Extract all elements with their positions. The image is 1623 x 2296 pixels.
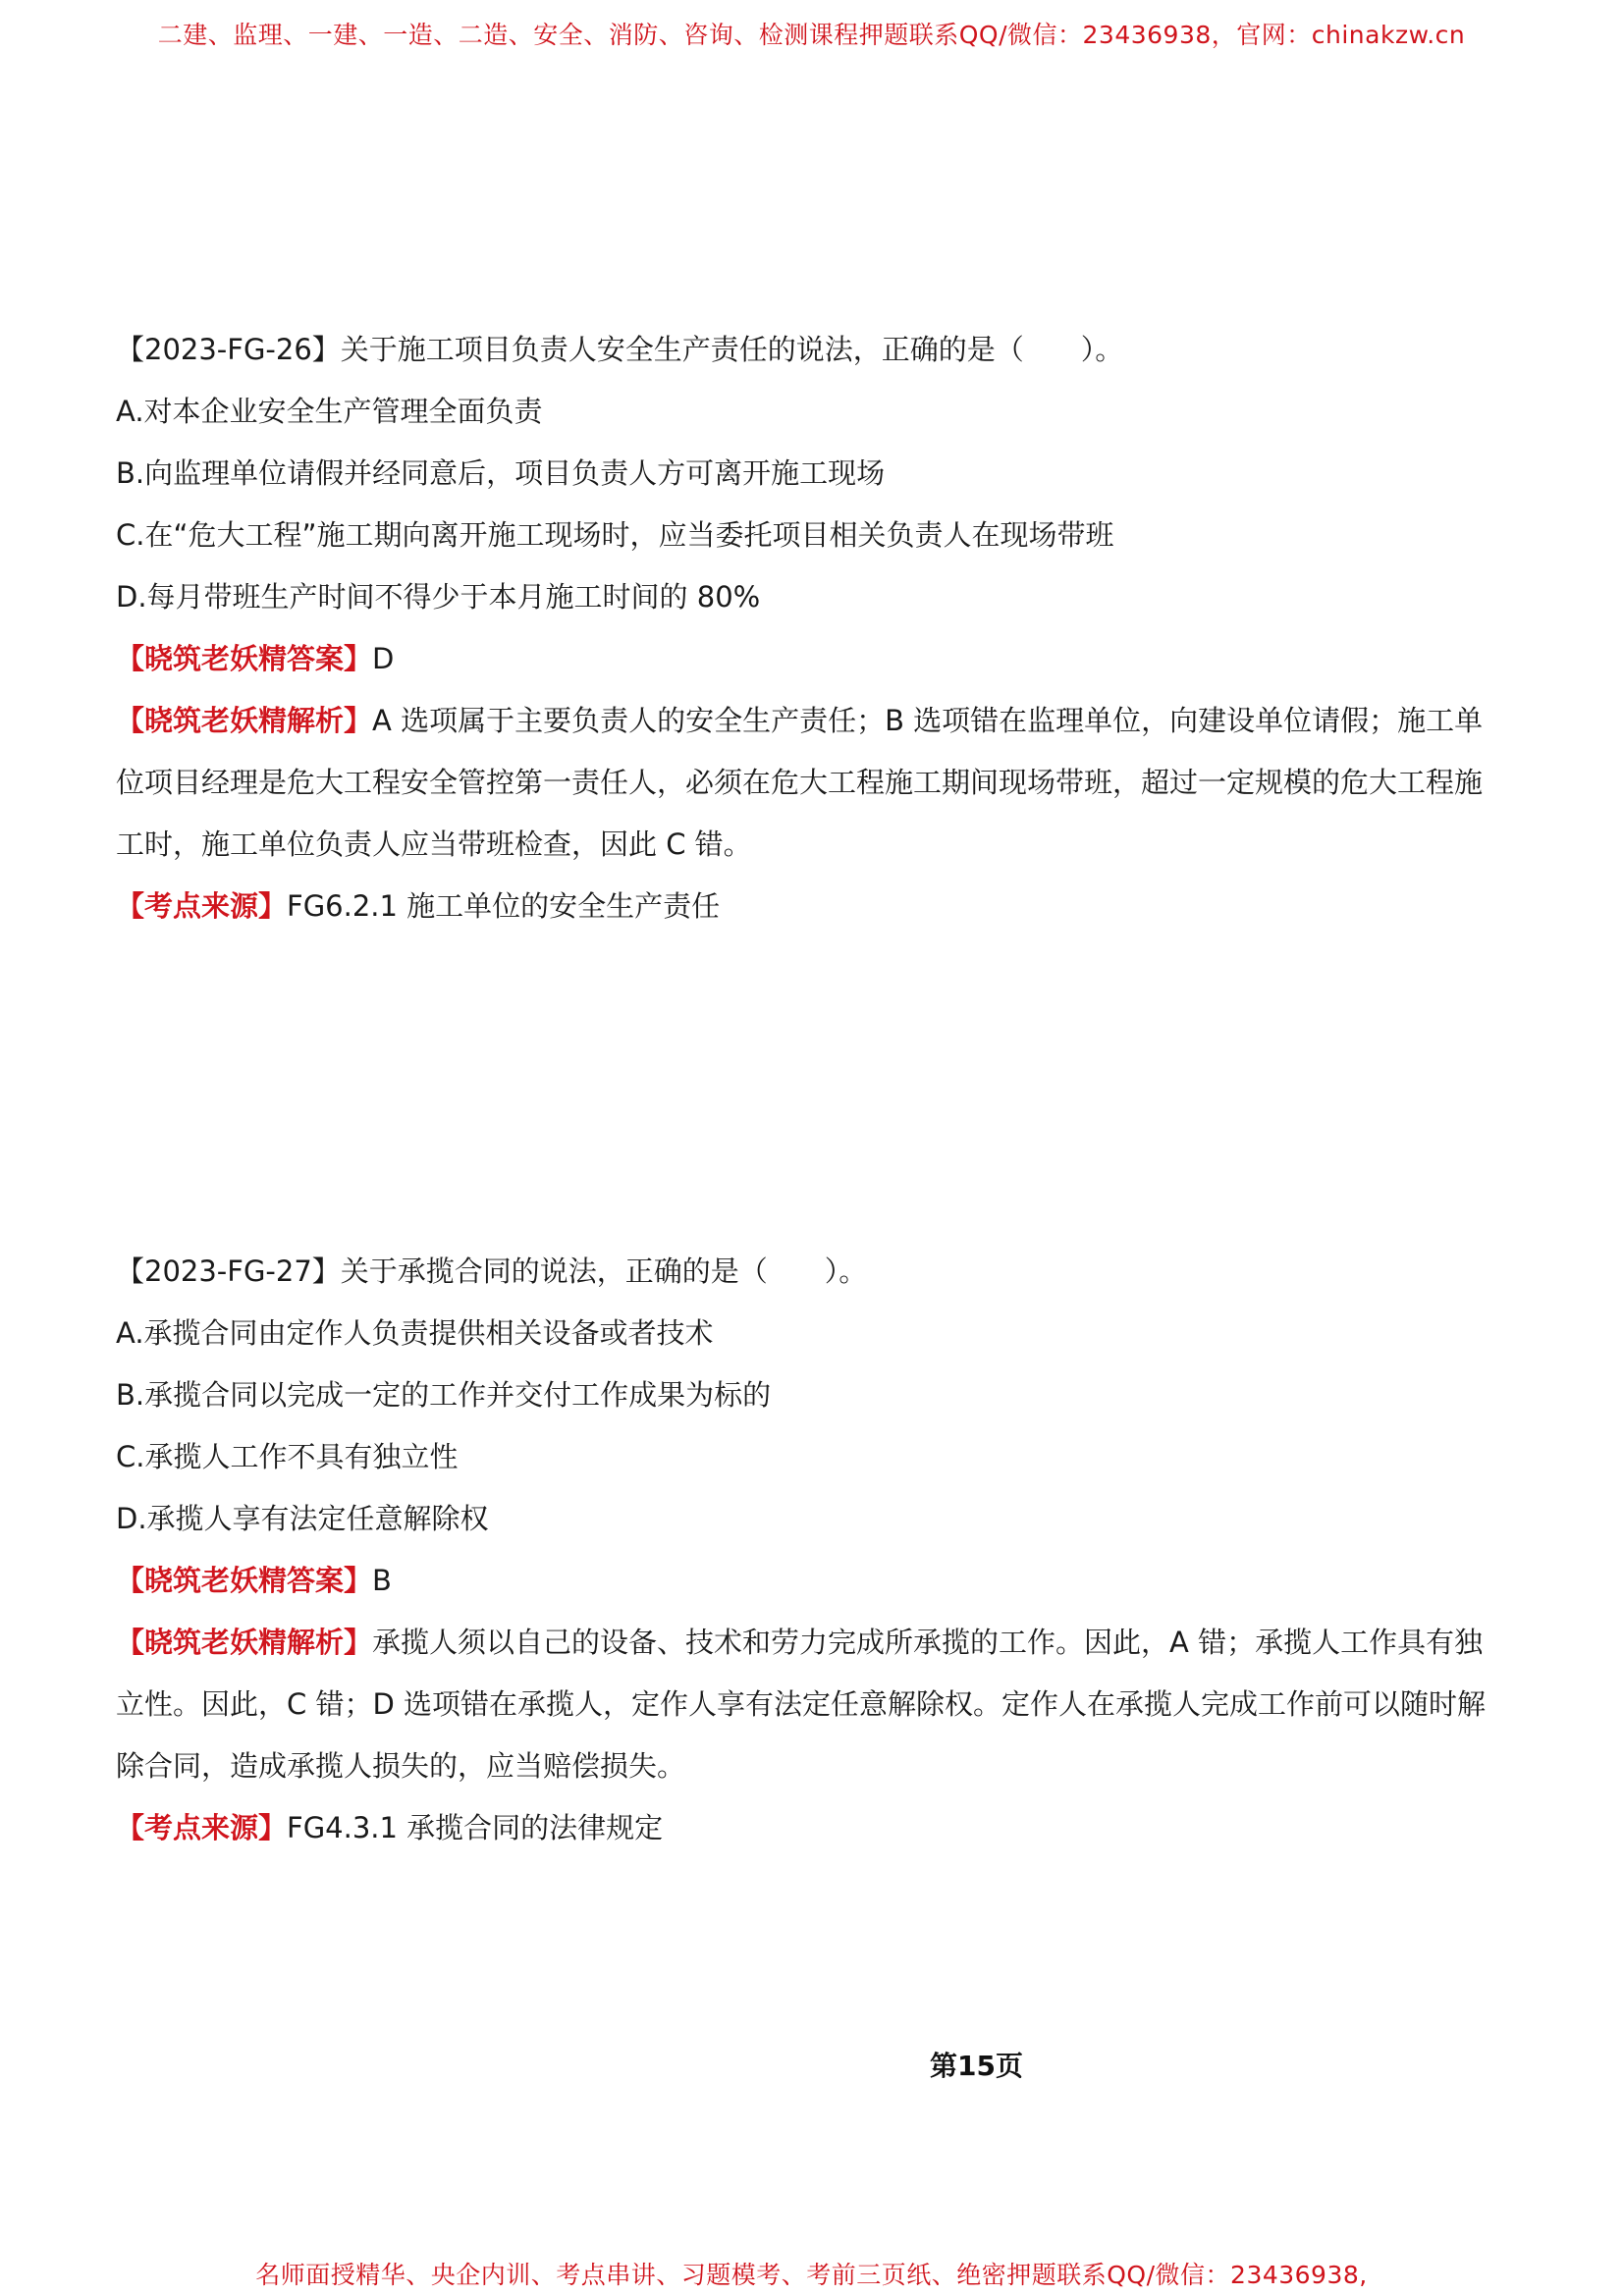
option-c: C.在“危大工程”施工期向离开施工现场时，应当委托项目相关负责人在现场带班 [116,518,1114,552]
option-a: A.承揽合同由定作人负责提供相关设备或者技术 [116,1316,714,1350]
source-line [116,1797,1510,1859]
footer-banner: 名师面授精华、央企内训、考点串讲、习题模考、考前三页纸、绝密押题联系QQ/微信：23436938, [255,2261,1368,2289]
page-number: 第15页 [930,2050,1023,2082]
analysis-text: A 选项属于主要负责人的安全生产责任；B 选项错在监理单位，向建设单位请假；施工单位项目经理是危大工程安全管控第一责任人，必须在危大工程施工期间现场带班，超过一定规模的危大工程施工时，施工单位负责人应当带班检查，因此 C 错。 [116,704,1484,861]
source-text: FG4.3.1 承揽合同的法律规定 [287,1811,664,1844]
header-banner: 二建、监理、一建、一造、二造、安全、消防、咨询、检测课程押题联系QQ/微信：23436938，官网：chinakzw.cn [157,21,1466,49]
option-b: B.承揽合同以完成一定的工作并交付工作成果为标的 [116,1378,772,1412]
question-stem: 【2023-FG-27】关于承揽合同的说法，正确的是（ ）。 [116,1255,868,1288]
source-line [116,876,1510,937]
source-label: 【考点来源】 [116,889,288,923]
analysis-paragraph [116,690,1510,876]
option-b: B.向监理单位请假并经同意后，项目负责人方可离开施工现场 [116,456,886,490]
answer-label: 【晓筑老妖精答案】 [116,642,373,675]
answer-value: B [372,1564,392,1597]
question-block [116,319,1510,937]
analysis-label: 【晓筑老妖精解析】 [116,704,373,737]
answer-label: 【晓筑老妖精答案】 [116,1564,373,1597]
analysis-text: 承揽人须以自己的设备、技术和劳力完成所承揽的工作。因此，A 错；承揽人工作具有独立性。因此，C 错；D 选项错在承揽人，定作人享有法定任意解除权。定作人在承揽人完成工作前可以随时解除合同，造成承揽人损失的，应当赔偿损失。 [116,1626,1487,1783]
question-block [116,1241,1510,1859]
option-a: A.对本企业安全生产管理全面负责 [116,395,543,428]
answer-line [116,1550,1510,1612]
question-stem: 【2023-FG-26】关于施工项目负责人安全生产责任的说法，正确的是（ ）。 [116,333,1124,366]
option-d: D.每月带班生产时间不得少于本月施工时间的 80% [116,580,761,614]
option-d: D.承揽人享有法定任意解除权 [116,1502,489,1535]
analysis-label: 【晓筑老妖精解析】 [116,1626,373,1659]
answer-value: D [372,642,395,675]
source-label: 【考点来源】 [116,1811,288,1844]
option-c: C.承揽人工作不具有独立性 [116,1440,459,1473]
answer-line [116,628,1510,690]
analysis-paragraph [116,1612,1510,1797]
source-text: FG6.2.1 施工单位的安全生产责任 [287,889,721,923]
